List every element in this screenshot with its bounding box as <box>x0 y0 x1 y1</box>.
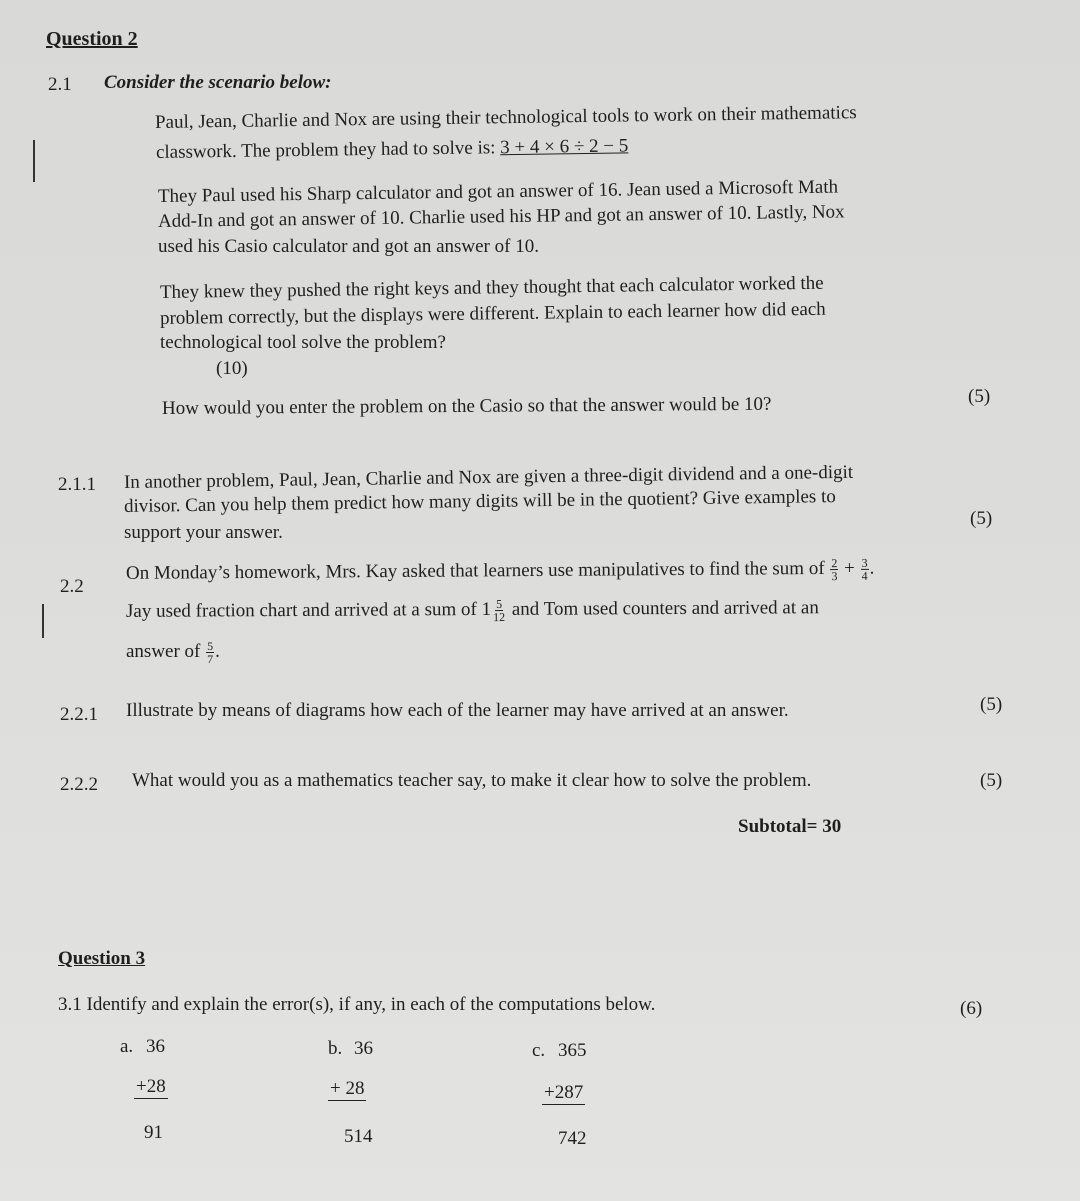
paragraph-line: Add-In and got an answer of 10. Charlie used his HP and got an answer of 10. Lastly, Nox <box>157 201 845 232</box>
computation-result: 514 <box>344 1126 373 1147</box>
fraction-three-quarters: $\frac{3}{4}$ <box>861 555 868 583</box>
paragraph-text: classwork. The problem they had to solve is: <box>155 137 501 163</box>
computation-addend: +287 <box>544 1082 584 1103</box>
computation-addend: + 28 <box>330 1078 365 1099</box>
fraction-two-thirds: $\frac{2}{3}$ <box>831 556 838 584</box>
paragraph-line: What would you as a mathematics teacher say, to make it clear how to solve the problem. <box>132 770 812 791</box>
mixed-number-whole: 1 <box>481 598 492 620</box>
margin-mark <box>33 140 35 182</box>
paragraph-text: On Monday’s homework, Mrs. Kay asked that learners use manipulatives to find the sum of <box>125 557 825 584</box>
math-problem: 3 + 4 × 6 ÷ 2 − 5 <box>500 135 629 159</box>
fraction-five-twelfths: $\frac{5}{12}$ <box>493 597 506 625</box>
computation-result: 91 <box>144 1122 163 1143</box>
question-2-heading: Question 2 <box>46 28 138 50</box>
paragraph-line: They Paul used his Sharp calculator and got an answer of 16. Jean used a Microsoft Math <box>157 176 839 207</box>
paragraph-line: answer of $\frac{5}{7}$ . <box>126 639 220 666</box>
paragraph-line: They knew they pushed the right keys and they thought that each calculator worked the <box>159 272 824 303</box>
paragraph-line: divisor. Can you help them predict how many digits will be in the quotient? Give examples to <box>123 486 836 517</box>
paragraph-line: On Monday’s homework, Mrs. Kay asked that learners use manipulatives to find the sum of $\frac{2}{3}$ + $\frac{3}{4}$ . <box>125 555 875 584</box>
computation-top: 36 <box>354 1038 373 1059</box>
paragraph-line: Illustrate by means of diagrams how each of the learner may have arrived at an answer. <box>126 700 789 721</box>
section-number: 2.2.1 <box>60 704 98 725</box>
subtotal: Subtotal= 30 <box>738 816 842 837</box>
paragraph-line: In another problem, Paul, Jean, Charlie and Nox are given a three-digit dividend and a one-digit <box>123 461 854 493</box>
paragraph-line <box>156 135 629 164</box>
paragraph-text: answer of <box>126 640 201 662</box>
marks: (5) <box>980 770 1003 791</box>
computation-top: 365 <box>558 1040 587 1061</box>
computation-top: 36 <box>146 1036 165 1057</box>
paragraph-line: Paul, Jean, Charlie and Nox are using their technological tools to work on their mathematics <box>154 102 857 133</box>
section-number: 2.1 <box>48 74 72 95</box>
marks: (6) <box>960 998 983 1019</box>
paragraph-line: technological tool solve the problem? <box>160 332 446 353</box>
paragraph-line: used his Casio calculator and got an answer of 10. <box>158 236 539 257</box>
question-3-heading: Question 3 <box>58 948 146 969</box>
computation-label: a. <box>120 1036 134 1057</box>
paragraph-line: support your answer. <box>124 522 283 543</box>
paragraph-text: and Tom used counters and arrived at an <box>507 597 819 620</box>
paragraph-line: How would you enter the problem on the Casio so that the answer would be 10? <box>161 393 772 419</box>
marks: (5) <box>970 508 993 529</box>
section-number: 2.1.1 <box>58 474 96 495</box>
paragraph-line <box>126 596 819 625</box>
margin-mark <box>42 604 44 638</box>
computation-result: 742 <box>558 1128 587 1149</box>
computation-addend: +28 <box>136 1076 166 1097</box>
marks: (5) <box>968 386 991 407</box>
marks: (10) <box>216 358 248 379</box>
fraction-five-sevenths: $\frac{5}{7}$ <box>207 639 214 666</box>
paragraph-line: 3.1 Identify and explain the error(s), if any, in each of the computations below. <box>58 994 656 1015</box>
section-number: 2.2.2 <box>60 774 98 795</box>
paragraph-line: problem correctly, but the displays were different. Explain to each learner how did each <box>159 298 826 329</box>
section-title: Consider the scenario below: <box>104 72 332 93</box>
paragraph-text: Jay used fraction chart and arrived at a sum of <box>125 598 482 622</box>
section-number: 2.2 <box>60 576 84 597</box>
marks: (5) <box>980 694 1003 715</box>
computation-label: b. <box>328 1038 343 1059</box>
plus-sign: + <box>844 557 855 579</box>
computation-label: c. <box>532 1040 546 1061</box>
